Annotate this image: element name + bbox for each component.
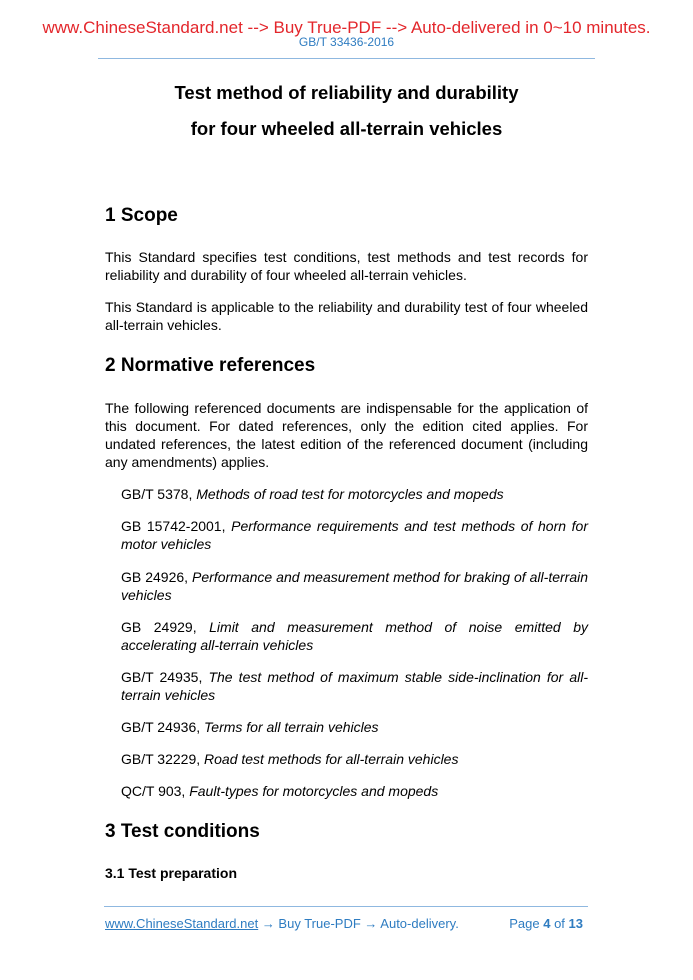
- footer-link[interactable]: www.ChineseStandard.net: [105, 916, 259, 931]
- title-line-2: for four wheeled all-terrain vehicles: [190, 118, 503, 139]
- reference-item: GB 24926, Performance and measurement method for braking of all-terrain vehicles: [121, 569, 589, 603]
- heading-normative-references: 2 Normative references: [105, 355, 316, 376]
- footer-text: → Buy True-PDF → Auto-delivery.: [258, 916, 459, 931]
- reference-item: GB/T 5378, Methods of road test for motorcycles and mopeds: [121, 486, 504, 502]
- reference-item: GB/T 32229, Road test methods for all-terrain vehicles: [121, 751, 459, 767]
- paragraph: The following referenced documents are indispensable for the application of this document. For dated references, only the edition cited applies. For undated references, the latest edition of the referenced document (including any amendments) applies.: [105, 400, 588, 470]
- reference-item: GB/T 24936, Terms for all terrain vehicles: [121, 719, 379, 735]
- reference-item: GB/T 24935, The test method of maximum stable side-inclination for all-terrain vehicles: [121, 669, 588, 703]
- header-divider: [98, 58, 595, 59]
- reference-item: GB 15742-2001, Performance requirements and test methods of horn for motor vehicles: [121, 518, 588, 552]
- heading-test-conditions: 3 Test conditions: [105, 821, 260, 842]
- heading-scope: 1 Scope: [105, 205, 178, 226]
- reference-item: GB 24929, Limit and measurement method of noise emitted by accelerating all-terrain vehicles: [121, 619, 588, 653]
- subheading-test-preparation: 3.1 Test preparation: [105, 865, 238, 881]
- paragraph: This Standard specifies test conditions, test methods and test records for reliability and durability of four wheeled all-terrain vehicles.: [105, 249, 588, 283]
- footer-divider: [104, 906, 588, 907]
- page-indicator: Page 4 of 13: [509, 916, 583, 931]
- title-line-1: Test method of reliability and durability: [174, 82, 519, 103]
- document-number: GB/T 33436-2016: [298, 35, 395, 49]
- reference-item: QC/T 903, Fault-types for motorcycles and mopeds: [121, 783, 439, 799]
- paragraph: This Standard is applicable to the reliability and durability test of four wheeled all-terrain vehicles.: [105, 299, 588, 333]
- footer: [105, 916, 588, 931]
- promo-banner: www.ChineseStandard.net --> Buy True-PDF --> Auto-delivered in 0~10 minutes.: [42, 18, 651, 37]
